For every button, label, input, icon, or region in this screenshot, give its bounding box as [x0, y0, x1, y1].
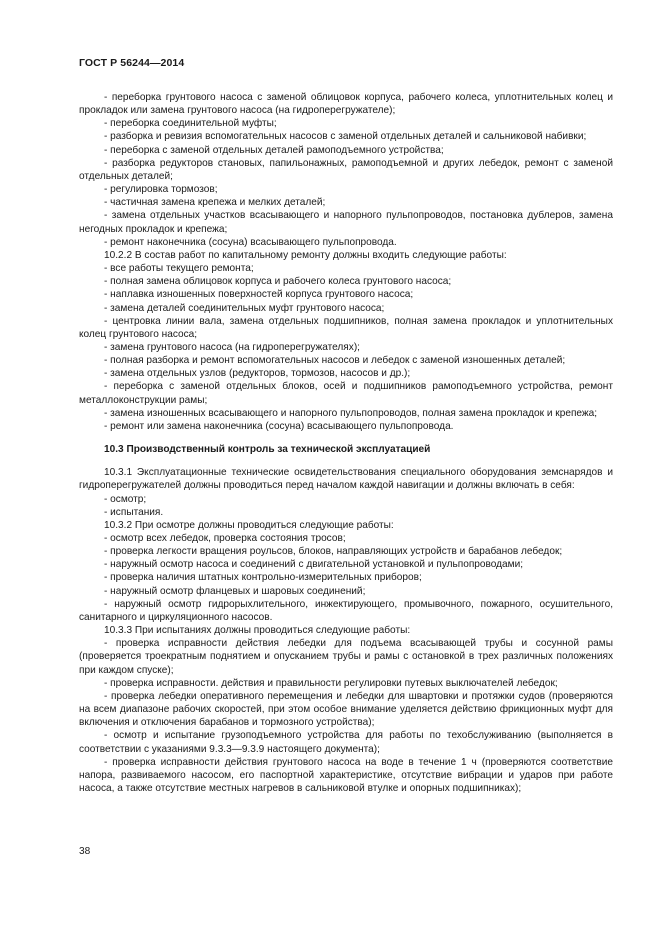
- body-paragraph: - центровка линии вала, замена отдельных подшипников, полная замена прокладок и уплотнительных колец грунтового насоса;: [79, 315, 613, 340]
- section-heading: 10.3 Производственный контроль за технической эксплуатацией: [104, 444, 431, 456]
- body-paragraph: - осмотр;: [104, 493, 147, 505]
- body-paragraph: - проверка исправности. действия и правильности регулировки путевых выключателей лебедок;: [104, 677, 558, 689]
- body-paragraph: 10.3.3 При испытаниях должны проводиться следующие работы:: [104, 625, 411, 637]
- body-paragraph: - проверка лебедки оперативного перемещения и лебедки для швартовки и протяжки судов (проверяются на всем диапазоне рабочих скоростей, при этом особое внимание уделяется действию фрикционных муфт для включения и отключения барабанов и тормозного устройства);: [79, 690, 613, 729]
- body-paragraph: - осмотр всех лебедок, проверка состояния тросов;: [104, 533, 346, 544]
- body-paragraph: - замена отдельных узлов (редукторов, тормозов, насосов и др.);: [104, 368, 411, 380]
- body-paragraph: - наружный осмотр фланцевых и шаровых соединений;: [104, 585, 366, 597]
- body-paragraph: - замена отдельных участков всасывающего и напорного пульпопроводов, постановка дублеров, замена негодных прокладок и крепежа;: [79, 210, 613, 235]
- body-paragraph: - ремонт наконечника (сосуна) всасывающего пульпопровода.: [104, 236, 397, 248]
- body-paragraph: - испытания.: [104, 506, 164, 518]
- page-number: 38: [79, 846, 91, 857]
- body-paragraph: - осмотр и испытание грузоподъемного устройства для работы по техобслуживанию (выполняется в соответствии с указаниями 9.3.3—9.3.9 настоящего документа);: [79, 730, 613, 755]
- body-paragraph: - наплавка изношенных поверхностей корпуса грунтового насоса;: [104, 289, 414, 301]
- body-paragraph: - ремонт или замена наконечника (сосуна) всасывающего пульпопровода.: [104, 420, 454, 432]
- body-paragraph: - проверка наличия штатных контрольно-измерительных приборов;: [104, 572, 422, 584]
- body-paragraph: - наружный осмотр гидрорыхлительного, инжектирующего, промывочного, пожарного, осушительного, санитарного и циркуляционного насосов.: [79, 598, 613, 623]
- body-paragraph: 10.3.2 При осмотре должны проводиться следующие работы:: [104, 519, 394, 531]
- body-paragraph: - проверка исправности действия грунтового насоса на воде в течение 1 ч (проверяются соответствие напора, развиваемого насосом, его паспортной характеристике, отсутствие вибрации и ударов при работе насоса, а также отсутствие местных нагревов в сальниковой втулке и опорных подшипниках);: [79, 756, 613, 794]
- document-header: ГОСТ Р 56244—2014: [79, 57, 185, 69]
- body-paragraph: - переборка грунтового насоса с заменой облицовок корпуса, рабочего колеса, уплотнительных колец и прокладок или замена грунтового насоса (на гидроперегружателе);: [79, 92, 613, 117]
- body-paragraph: - наружный осмотр насоса и соединений с двигательной установкой и пульпопроводами;: [104, 559, 524, 571]
- body-paragraph: - переборка соединительной муфты;: [104, 118, 277, 130]
- body-paragraph: - все работы текущего ремонта;: [104, 263, 254, 275]
- body-paragraph: - замена деталей соединительных муфт грунтового насоса;: [104, 302, 385, 314]
- body-paragraph: - разборка и ревизия вспомогательных насосов с заменой отдельных деталей и сальниковой набивки;: [104, 131, 587, 143]
- body-paragraph: - замена грунтового насоса (на гидроперегружателях);: [104, 341, 360, 353]
- body-paragraph: 10.3.1 Эксплуатационные технические освидетельствования специального оборудования земснарядов и гидроперегружателей должны проводиться перед началом каждой навигации и должны включать в себя:: [79, 467, 613, 492]
- body-paragraph: - полная разборка и ремонт вспомогательных насосов и лебедок с заменой изношенных деталей;: [104, 355, 566, 367]
- body-paragraph: - проверка легкости вращения роульсов, блоков, направляющих устройств и барабанов лебедок;: [104, 546, 563, 558]
- body-paragraph: - разборка редукторов становых, папильонажных, рамоподъемной и других лебедок, ремонт с заменой отдельных деталей;: [79, 157, 613, 182]
- body-paragraph: - полная замена облицовок корпуса и рабочего колеса грунтового насоса;: [104, 276, 452, 288]
- body-paragraph: - регулировка тормозов;: [104, 184, 218, 196]
- body-paragraph: - проверка исправности действия лебедки для подъема всасывающей трубы и сосунной рамы (проверяется троекратным поднятием и опусканием трубы и рамы с остановкой в трех различных положениях при каждом спуске);: [79, 638, 613, 676]
- document-body: [79, 91, 613, 795]
- body-paragraph: - переборка с заменой отдельных блоков, осей и подшипников рамоподъемного устройства, ремонт металлоконструкции рамы;: [79, 381, 613, 406]
- body-paragraph: - замена изношенных всасывающего и напорного пульпопроводов, полная замена прокладок и крепежа;: [104, 407, 598, 419]
- body-paragraph: - переборка с заменой отдельных деталей рамоподъемного устройства;: [104, 144, 444, 156]
- body-paragraph: - частичная замена крепежа и мелких деталей;: [104, 197, 326, 209]
- body-paragraph: 10.2.2 В состав работ по капитальному ремонту должны входить следующие работы:: [104, 249, 507, 261]
